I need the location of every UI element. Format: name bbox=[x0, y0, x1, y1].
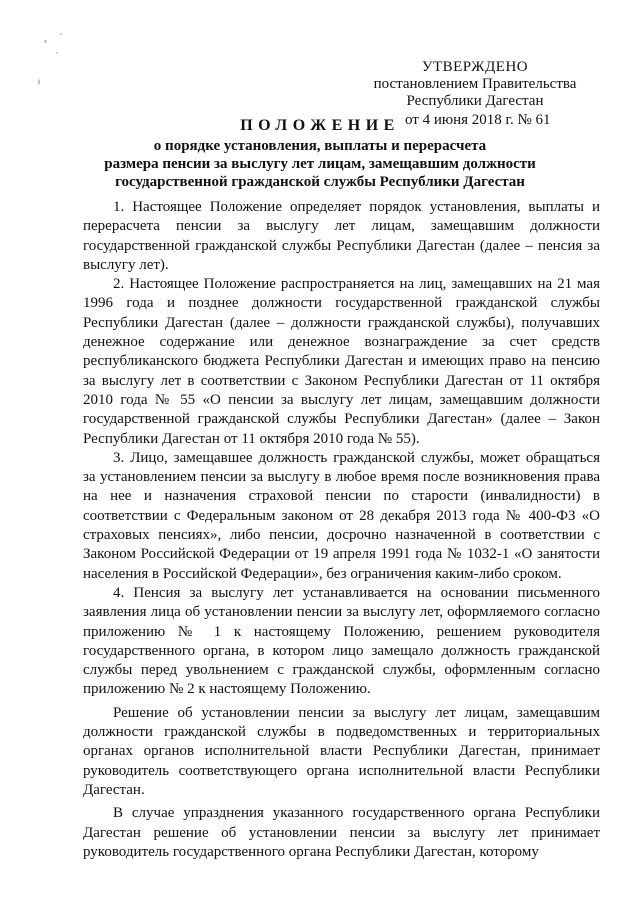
document-subtitle-line-3: государственной гражданской службы Республики Дагестан bbox=[115, 174, 525, 190]
scan-speck bbox=[56, 52, 58, 54]
paragraph-3: 3. Лицо, замещавшее должность гражданской службы, может обращаться за установлением пенсии за выслугу в любое время после возникновения права на нее и назначения страховой пенсии по старости (инвалидности) в соответствии с Федеральным законом от 28 декабря 2013 года № 400-ФЗ «О страховых пенсиях», либо пенсии, досрочно назначенной в соответствии с Законом Российской Федерации от 19 апреля 1991 года № 1032-1 «О занятости населения в Российской Федерации», без ограничения каким-либо сроком. bbox=[83, 449, 600, 582]
scan-speck bbox=[38, 79, 40, 85]
scan-speck bbox=[44, 40, 47, 43]
paragraph-4-decision: Решение об установлении пенсии за выслугу лет лицам, замещавшим должности гражданской службы в подведомственных и территориальных органах органов исполнительной власти Республики Дагестан, принимает руководитель соответствующего органа исполнительной власти Республики Дагестан. bbox=[83, 704, 600, 798]
paragraph-4: 4. Пенсия за выслугу лет устанавливается на основании письменного заявления лица об установлении пенсии за выслугу лет, оформляемого согласно приложению № 1 к настоящему Положению, решением руководителя государственного органа, в котором лицо замещало должность гражданской службы перед увольнением с гражданской службы, оформленным согласно приложению № 2 к настоящему Положению. bbox=[83, 584, 600, 698]
document-subtitle-line-1: о порядке установления, выплаты и перерасчета bbox=[153, 138, 487, 154]
document-body bbox=[83, 198, 600, 862]
document-title: ПОЛОЖЕНИЕ bbox=[240, 117, 400, 134]
approval-date-line: от 4 июня 2018 г. № 61 bbox=[405, 112, 551, 128]
approved-label: УТВЕРЖДЕНО bbox=[421, 59, 529, 75]
approval-resolution: постановлением Правительства bbox=[373, 76, 577, 92]
document-subtitle-line-2: размера пенсии за выслугу лет лицам, замещавшим должности bbox=[104, 156, 536, 172]
paragraph-4-abolition: В случае упразднения указанного государственного органа Республики Дагестан решение об установлении пенсии за выслугу лет принимает руководитель государственного органа Республики Дагестан, которому bbox=[83, 805, 600, 860]
approval-republic: Республики Дагестан bbox=[406, 93, 544, 109]
paragraph-2: 2. Настоящее Положение распространяется на лиц, замещавших на 21 мая 1996 года и позднее должности государственной гражданской службы Республики Дагестан (далее – должности гражданской службы), получавших денежное содержание или денежное вознаграждение за счет средств республиканского бюджета Республики Дагестан и имеющих право на пенсию за выслугу лет в соответствии с Законом Республики Дагестан от 11 октября 2010 года № 55 «О пенсии за выслугу лет лицам, замещавшим должности государственной гражданской службы Республики Дагестан» (далее – Закон Республики Дагестан от 11 октября 2010 года № 55). bbox=[83, 276, 600, 447]
scan-speck bbox=[60, 33, 62, 35]
paragraph-1: 1. Настоящее Положение определяет порядок установления, выплаты и перерасчета пенсии за выслугу лет лицам, замещавшим должности государственной гражданской службы Республики Дагестан (далее – пенсия за выслугу лет). bbox=[83, 199, 600, 273]
